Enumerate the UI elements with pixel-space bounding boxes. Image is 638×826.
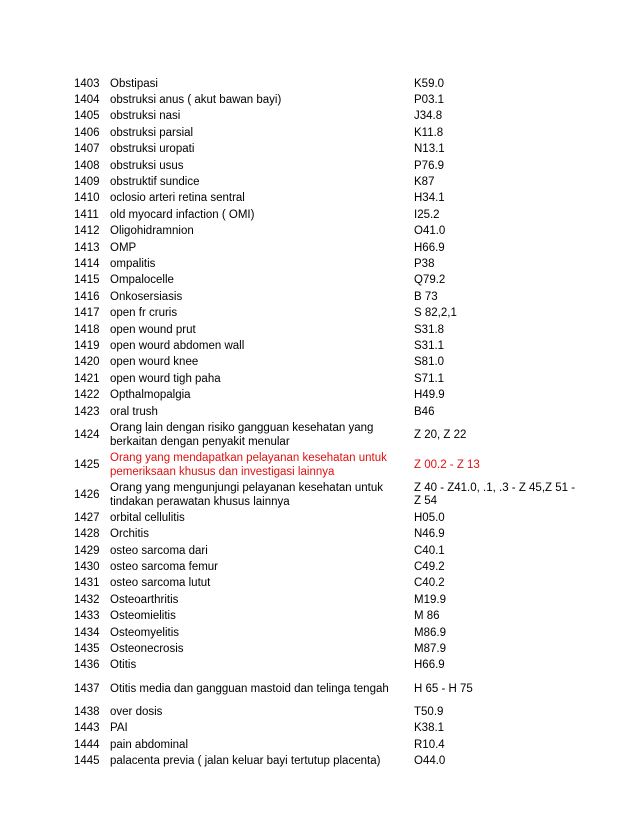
row-number: 1418	[74, 323, 100, 336]
row-number: 1423	[74, 405, 100, 418]
row-number: 1407	[74, 143, 100, 156]
diagnosis-name: open wourd abdomen wall	[110, 339, 245, 352]
icd-code: C40.1	[414, 544, 445, 557]
icd-code: O41.0	[414, 225, 446, 238]
icd-code: K59.0	[414, 77, 445, 90]
table-row	[74, 371, 584, 387]
row-number: 1438	[74, 705, 100, 718]
diagnosis-name: Orang yang mendapatkan pelayanan kesehatan untuk pemeriksaan khusus dan investigasi lainnya	[110, 452, 387, 479]
diagnosis-name: obstruksi nasi	[110, 110, 181, 123]
table-body	[74, 76, 584, 770]
diagnosis-name: orbital cellulitis	[110, 511, 185, 524]
row-number: 1426	[74, 488, 100, 501]
diagnosis-name: obstruksi usus	[110, 159, 184, 172]
icd-code: H49.9	[414, 389, 445, 402]
diagnosis-name: Osteonecrosis	[110, 643, 184, 656]
row-number: 1412	[74, 225, 100, 238]
icd-code: P03.1	[414, 94, 445, 107]
row-number: 1445	[74, 754, 100, 767]
diagnosis-name: Opthalmopalgia	[110, 389, 191, 402]
table-row	[74, 559, 584, 575]
icd-code: H05.0	[414, 511, 445, 524]
icd-code: R10.4	[414, 738, 445, 751]
table-row	[74, 704, 584, 720]
table-row	[74, 224, 584, 240]
diagnosis-name: open wourd knee	[110, 356, 199, 369]
row-number: 1422	[74, 389, 100, 402]
icd-code: S81.0	[414, 356, 445, 369]
table-row	[74, 404, 584, 420]
diagnosis-name: pain abdominal	[110, 738, 189, 751]
table-row	[74, 109, 584, 125]
icd-code: S71.1	[414, 372, 445, 385]
diagnosis-name: obstruktif sundice	[110, 176, 200, 189]
row-number: 1421	[74, 372, 100, 385]
icd-code: T50.9	[414, 705, 444, 718]
icd-code: K38.1	[414, 722, 445, 735]
diagnosis-name: obstruksi anus ( akut bawan bayi)	[110, 94, 282, 107]
table-row	[74, 273, 584, 289]
icd-code: H66.9	[414, 659, 445, 672]
diagnosis-name: open wound prut	[110, 323, 196, 336]
row-number: 1428	[74, 528, 100, 541]
table-row	[74, 527, 584, 543]
icd-code: Z 40 - Z41.0, .1, .3 - Z 45,Z 51 - Z 54	[414, 482, 576, 508]
table-row	[74, 125, 584, 141]
row-number: 1410	[74, 192, 100, 205]
table-row	[74, 510, 584, 526]
row-number: 1414	[74, 257, 100, 270]
row-number: 1434	[74, 626, 100, 639]
diagnosis-name: open wourd tigh paha	[110, 372, 221, 385]
row-number: 1430	[74, 561, 100, 574]
row-number: 1436	[74, 659, 100, 672]
diagnosis-name: old myocard infaction ( OMI)	[110, 208, 255, 221]
diagnosis-name: Otitis media dan gangguan mastoid dan telinga tengah	[110, 683, 389, 696]
diagnosis-name: ompalitis	[110, 257, 156, 270]
row-number: 1415	[74, 274, 100, 287]
diagnosis-name: Osteoarthritis	[110, 593, 179, 606]
diagnosis-name: open fr cruris	[110, 307, 178, 320]
diagnosis-name: osteo sarcoma dari	[110, 544, 208, 557]
diagnosis-name: osteo sarcoma lutut	[110, 577, 211, 590]
table-row	[74, 207, 584, 223]
table-row	[74, 420, 584, 450]
table-row	[74, 355, 584, 371]
table-row	[74, 592, 584, 608]
table-row	[74, 305, 584, 321]
diagnosis-name: obstruksi parsial	[110, 126, 194, 139]
diagnosis-name: Oligohidramnion	[110, 225, 194, 238]
row-number: 1425	[74, 458, 100, 471]
icd-code: K87	[414, 176, 435, 189]
diagnosis-name: palacenta previa ( jalan keluar bayi tertutup placenta)	[110, 754, 381, 767]
diagnosis-name: Ompalocelle	[110, 274, 174, 287]
icd-code: H 65 - H 75	[414, 682, 473, 695]
diagnosis-name: Obstipasi	[110, 77, 158, 90]
table-row	[74, 174, 584, 190]
row-number: 1417	[74, 307, 100, 320]
table-row	[74, 658, 584, 674]
icd-code: M87.9	[414, 643, 446, 656]
icd-code: S31.8	[414, 323, 445, 336]
table-row	[74, 158, 584, 174]
table-row	[74, 256, 584, 272]
icd-code: N46.9	[414, 528, 445, 541]
row-number: 1409	[74, 176, 100, 189]
table-row	[74, 737, 584, 753]
table-row	[74, 76, 584, 92]
row-number: 1437	[74, 682, 100, 695]
table-row	[74, 92, 584, 108]
table-row	[74, 576, 584, 592]
icd-code: B 73	[414, 290, 438, 303]
row-number: 1419	[74, 339, 100, 352]
row-number: 1435	[74, 643, 100, 656]
diagnosis-code-table	[74, 76, 584, 770]
row-number: 1416	[74, 290, 100, 303]
icd-code: M19.9	[414, 593, 446, 606]
diagnosis-name: Onkosersiasis	[110, 290, 183, 303]
row-number: 1420	[74, 356, 100, 369]
row-number: 1406	[74, 126, 100, 139]
diagnosis-name: Orchitis	[110, 528, 149, 541]
table-row	[74, 387, 584, 403]
row-number: 1411	[74, 208, 99, 221]
icd-code: P76.9	[414, 159, 445, 172]
icd-code: M86.9	[414, 626, 446, 639]
table-row-highlighted	[74, 450, 584, 480]
icd-code: H34.1	[414, 192, 445, 205]
row-number: 1429	[74, 544, 100, 557]
table-row	[74, 289, 584, 305]
icd-code: Z 00.2 - Z 13	[414, 458, 480, 471]
icd-code: J34.8	[414, 110, 443, 123]
icd-code: K11.8	[414, 126, 444, 139]
icd-code: S 82,2,1	[414, 307, 457, 320]
icd-code: N13.1	[414, 143, 445, 156]
diagnosis-name: obstruksi uropati	[110, 143, 195, 156]
table-row	[74, 721, 584, 737]
table-row	[74, 322, 584, 338]
icd-code: C49.2	[414, 561, 445, 574]
row-number: 1424	[74, 428, 100, 441]
diagnosis-name: Orang lain dengan risiko gangguan kesehatan yang berkaitan dengan penyakit menular	[110, 422, 374, 449]
diagnosis-name: oclosio arteri retina sentral	[110, 192, 245, 205]
icd-code: I25.2	[414, 208, 440, 221]
diagnosis-name: PAI	[110, 722, 128, 735]
icd-code: S31.1	[414, 339, 445, 352]
table-row	[74, 191, 584, 207]
table-row	[74, 674, 584, 704]
table-row	[74, 338, 584, 354]
diagnosis-name: Orang yang mengunjungi pelayanan kesehatan untuk tindakan perawatan khusus lainnya	[110, 482, 384, 509]
table-row	[74, 480, 584, 510]
row-number: 1403	[74, 77, 100, 90]
diagnosis-name: OMP	[110, 241, 137, 254]
row-number: 1405	[74, 110, 100, 123]
row-number: 1408	[74, 159, 100, 172]
icd-code: C40.2	[414, 577, 445, 590]
diagnosis-name: osteo sarcoma femur	[110, 561, 219, 574]
table-row	[74, 543, 584, 559]
icd-code: H66.9	[414, 241, 445, 254]
row-number: 1444	[74, 738, 100, 751]
icd-code: Z 20, Z 22	[414, 428, 467, 441]
diagnosis-name: Otitis	[110, 659, 137, 672]
table-row	[74, 240, 584, 256]
row-number: 1427	[74, 511, 100, 524]
row-number: 1413	[74, 241, 100, 254]
icd-code: P38	[414, 257, 435, 270]
table-row	[74, 641, 584, 657]
row-number: 1404	[74, 94, 100, 107]
diagnosis-name: oral trush	[110, 405, 158, 418]
icd-code: B46	[414, 405, 435, 418]
table-row	[74, 625, 584, 641]
icd-code: M 86	[414, 610, 440, 623]
diagnosis-name: Osteomyelitis	[110, 626, 180, 639]
table-row	[74, 142, 584, 158]
row-number: 1443	[74, 722, 100, 735]
table-row	[74, 609, 584, 625]
diagnosis-name: over dosis	[110, 705, 163, 718]
row-number: 1432	[74, 593, 100, 606]
table-row	[74, 753, 584, 769]
row-number: 1431	[74, 577, 100, 590]
icd-code: Q79.2	[414, 274, 446, 287]
diagnosis-name: Osteomielitis	[110, 610, 176, 623]
row-number: 1433	[74, 610, 100, 623]
icd-code: O44.0	[414, 754, 446, 767]
